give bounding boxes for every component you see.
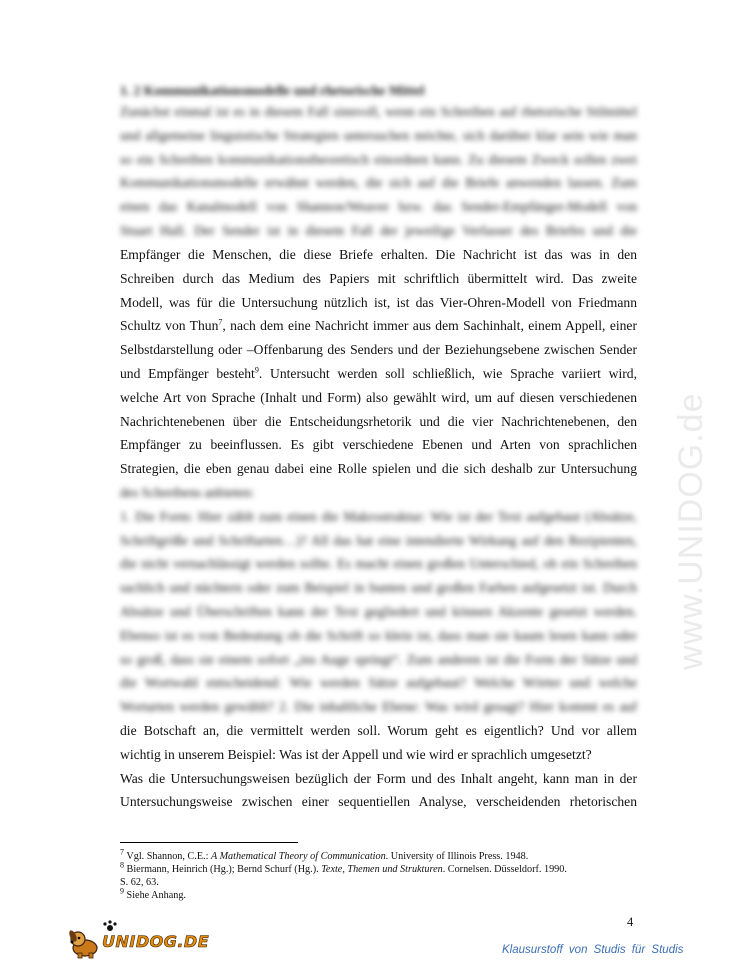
tagline: Klausurstoff von Studis für Studis <box>502 944 684 956</box>
dog-icon <box>68 926 104 960</box>
footnote-8 <box>120 860 640 876</box>
footnote-text: . Cornelsen. Düsseldorf. 1990. <box>442 864 567 875</box>
blurred-line: Stuart Hall. Der Sender ist in diesem Fall der jeweilige Verfasser des Briefes und die <box>120 222 637 238</box>
text-line: die Botschaft an, die vermittelt werden soll. Worum geht es eigentlich? Und vor allem <box>120 723 637 738</box>
text-line: Schreiben durch das Medium des Papiers mit schriftlich übermittelt wird. Das zweite <box>120 270 637 286</box>
footnote-text: Vgl. Shannon, C.E.: <box>124 851 211 862</box>
section-heading: 1. 2 Kommunikationsmodelle und rhetorische Mittel <box>120 83 425 98</box>
text-line: wichtig in unserem Beispiel: Was ist der Appell und wie wird er sprachlich umgesetzt? <box>120 746 592 762</box>
text-span: , nach dem eine Nachricht immer aus dem Sachinhalt, einem Appell, einer <box>222 318 637 334</box>
visible-paragraph <box>120 243 637 481</box>
text-span: und Empfänger besteht <box>120 365 255 381</box>
footnote-ref-7: 7 <box>218 317 223 327</box>
footnote-8-continued: S. 62, 63. <box>120 877 159 888</box>
text-span: Schultz von Thun <box>120 318 219 334</box>
footnote-text: Biermann, Heinrich (Hg.); Bernd Schurf (Hg.). <box>124 864 322 875</box>
unidog-logo <box>68 926 210 960</box>
footnote-number: 9 <box>120 886 124 896</box>
footnote-text: Siehe Anhang. <box>124 890 186 901</box>
text-line: Modell, was für die Untersuchung nützlich ist, ist das Vier-Ohren-Modell von Friedmann <box>120 294 637 310</box>
footnote-ref-9: 9 <box>254 365 259 375</box>
text-line <box>120 314 637 338</box>
blurred-top-section <box>120 82 637 243</box>
blurred-line: Absätze und Überschriften kann der Text gegliedert und können Akzente gesetzt werden. <box>120 603 637 619</box>
text-line: Was die Untersuchungsweisen bezüglich der Form und des Inhalt angeht, kann man in der <box>120 770 637 786</box>
text-line: Empfänger die Menschen, die diese Briefe erhalten. Die Nachricht ist das was in den <box>120 247 637 262</box>
blurred-line: einen das Kanalmodell von Shannon/Weaver bzw. das Sender-Empfänger-Modell von <box>120 199 637 215</box>
text-line: Empfänger zu beeinflussen. Es gibt verschiedene Ebenen und Arten von sprachlichen <box>120 437 637 453</box>
blurred-line: so ein Schreiben kommunikationstheoretisch einordnen kann. Zu diesem Zweck sollen zwei <box>120 151 637 167</box>
blurred-line: Wortarten werden gewählt? 2. Die inhaltliche Ebene: Was wird gesagt? Hier kommt es auf <box>120 699 637 715</box>
page-number: 4 <box>627 915 634 929</box>
blurred-line: 1. Die Form: Hier zählt zum einen die Makrostruktur: Wie ist der Text aufgebaut (Absätze, <box>120 508 637 524</box>
watermark-text: www.UNIDOG.de <box>672 392 710 670</box>
blurred-line: des Schreibens anbieten: <box>120 485 255 500</box>
text-line: Nachrichtenebenen über die Entscheidungsrhetorik und die vier Nachrichtenebenen, den <box>120 413 637 429</box>
footnote-title: Texte, Themen und Strukturen <box>321 864 443 875</box>
text-line: Selbstdarstellung oder –Offenbarung des Senders und der Beziehungsebene zwischen Sender <box>120 342 637 358</box>
text-line <box>120 362 637 386</box>
text-line: Strategien, die eben genau dabei eine Rolle spielen und die sich deshalb zur Untersuchung <box>120 461 637 477</box>
text-span: . Untersucht werden soll schließlich, wie Sprache variiert wird, <box>258 365 637 381</box>
logo-text: UNIDOG.DE <box>102 932 210 951</box>
footnote-title: A Mathematical Theory of Communication <box>210 851 386 862</box>
footnote-number: 7 <box>120 847 124 857</box>
blurred-middle-section <box>120 481 637 719</box>
blurred-line: Zunächst einmal ist es in diesem Fall sinnvoll, wenn ein Schreiben auf rhetorische Stilmittel <box>120 104 637 119</box>
blurred-line: und allgemeine linguistische Strategien untersuchen möchte, sich darüber klar sein wie man <box>120 127 637 143</box>
footnote-number: 8 <box>120 860 124 870</box>
text-line: welche Art von Sprache (Inhalt und Form) also gewählt wird, um auf diesen verschiedenen <box>120 389 637 405</box>
footnote-text: . University of Illinois Press. 1948. <box>385 851 529 862</box>
footnote-7 <box>120 847 640 863</box>
blurred-line: sachlich und nüchtern oder zum Beispiel in bunten und großen Farben aufgesetzt ist. Durch <box>120 580 637 596</box>
blurred-line: die Wortwahl entscheidend: Wie werden Sätze aufgebaut? Welche Wörter und welche <box>120 675 637 691</box>
paw-icon <box>102 920 118 932</box>
footnotes <box>120 847 640 902</box>
blurred-line: Schriftgröße und Schriftarten…)? All das hat eine intendierte Wirkung auf den Rezipienten, <box>120 532 637 548</box>
blurred-line: Kommunikationsmodelle erwähnt werden, die sich auf die Briefe anwenden lassen. Zum <box>120 175 637 191</box>
footnote-divider <box>120 842 298 843</box>
blurred-line: Ebenso ist es von Bedeutung ob die Schrift so klein ist, dass man sie kaum lesen kann oder <box>120 627 637 643</box>
blurred-line: die nicht vernachlässigt werden sollte. Es macht einen großen Unterschied, ob ein Schreiben <box>120 556 637 572</box>
watermark <box>672 250 708 670</box>
bottom-paragraph <box>120 719 637 814</box>
blurred-line: so groß, dass sie einem sofort „ins Auge springt“. Zum anderen ist die Form der Sätze und <box>120 651 637 667</box>
footnote-9 <box>120 886 640 902</box>
text-line: Untersuchungsweise zwischen einer sequentiellen Analyse, verscheidenden rhetorischen <box>120 794 637 810</box>
